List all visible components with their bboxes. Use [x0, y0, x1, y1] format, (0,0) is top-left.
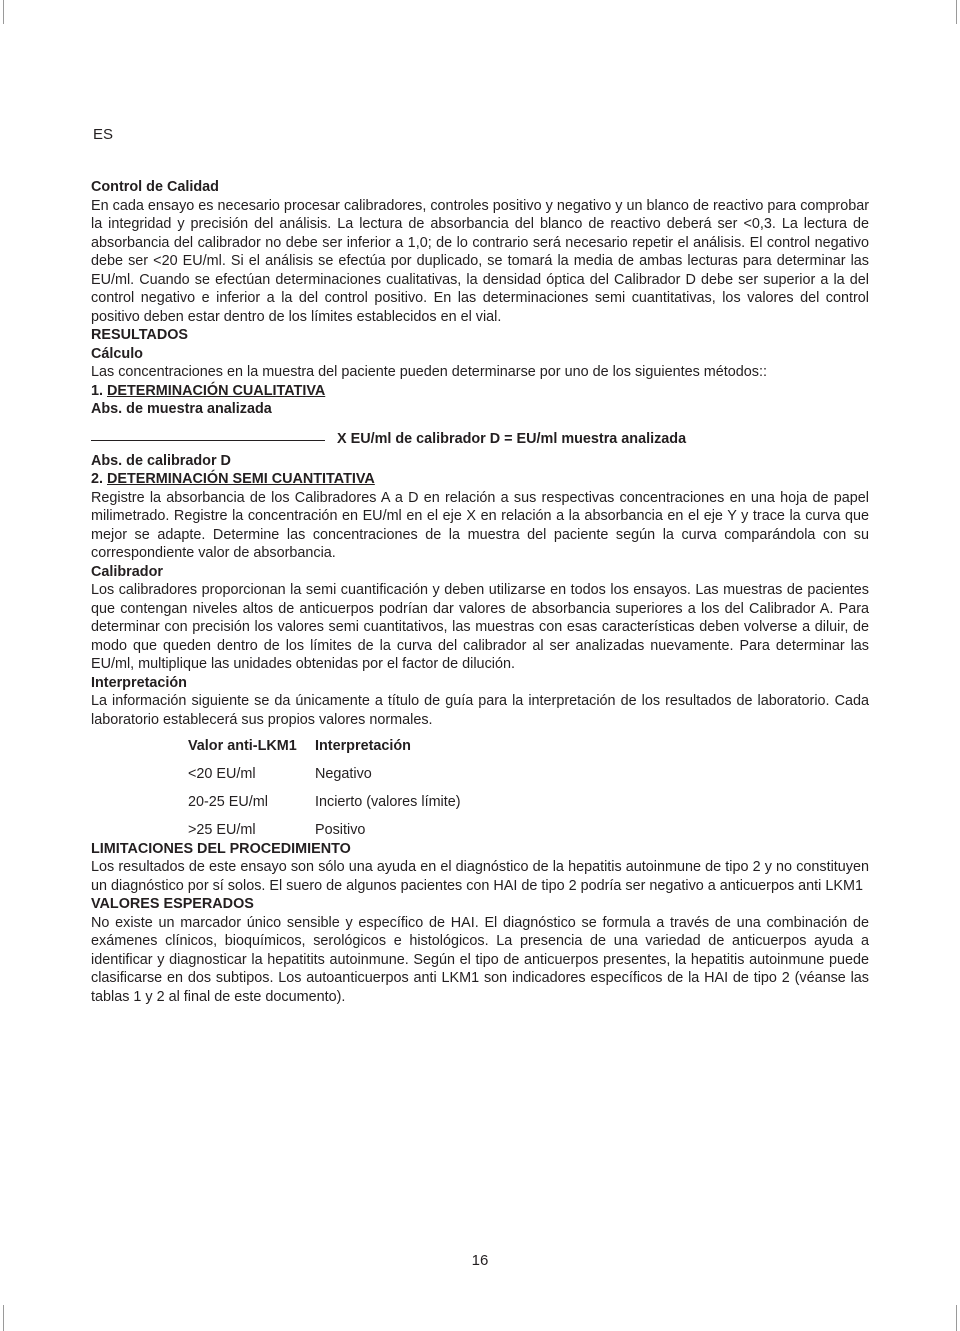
interpretation-paragraph: La información siguiente se da únicamente a título de guía para la interpretación de los resultados de laboratorio. Cada laboratorio establecerá sus propios valores normales.: [91, 693, 869, 728]
table-cell: 20-25 EU/ml: [188, 794, 268, 810]
table-header: Interpretación: [315, 738, 411, 754]
results-heading: RESULTADOS: [91, 327, 189, 343]
interpretation-heading: Interpretación: [91, 674, 187, 691]
method-2-heading: [91, 470, 869, 489]
table-cell: Positivo: [315, 822, 366, 838]
language-code: ES: [93, 126, 114, 143]
interpretation-table: [188, 737, 461, 840]
table-cell: <20 EU/ml: [188, 766, 256, 782]
crop-mark-top-right: [956, 0, 957, 24]
table-cell: >25 EU/ml: [188, 822, 256, 838]
table-cell: Incierto (valores límite): [315, 794, 461, 810]
method-2-number: 2.: [91, 471, 107, 487]
methods-intro: Las concentraciones en la muestra del paciente pueden determinarse por uno de los siguientes métodos::: [91, 364, 767, 380]
formula-denominator: Abs. de calibrador D: [91, 452, 231, 469]
crop-mark-bottom-left: [3, 1305, 4, 1331]
table-cell: Negativo: [315, 766, 372, 782]
table-header: Valor anti-LKM1: [188, 738, 297, 754]
quality-control-heading: Control de Calidad: [91, 179, 219, 195]
method-1-number: 1.: [91, 382, 107, 399]
calculation-heading: Cálculo: [91, 345, 143, 362]
crop-mark-bottom-right: [956, 1305, 957, 1331]
limitations-heading: LIMITACIONES DEL PROCEDIMIENTO: [91, 840, 351, 857]
table-row: [188, 821, 461, 840]
calibrator-heading: Calibrador: [91, 563, 163, 580]
table-header-row: [188, 737, 461, 765]
expected-values-paragraph: No existe un marcador único sensible y específico de HAI. El diagnóstico se formula a través de una combinación de exámenes clínicos, bioquímicos, serológicos e histológicos. La presencia de una variedad de anticuerpos ayuda a identificar y diagnosticar la hepatitits autoinmune. Según el tipo de anticuerpos presentes, la hepatitis autoinmune puede clasificarse en dos subtipos. Los autoanticuerpos anti LKM1 son indicadores específicos de la HAI de tipo 2 (véanse las tablas 1 y 2 al final de este documento).: [91, 914, 869, 1005]
formula-row: [91, 428, 869, 452]
fraction-line: [91, 440, 325, 441]
document-body: [91, 178, 869, 1006]
method-1-heading: [91, 382, 869, 401]
quality-control-paragraph: En cada ensayo es necesario procesar calibradores, controles positivo y negativo y un blanco de reactivo para comprobar la integridad y precisión del análisis. La lectura de absorbancia del blanco de reactivo deberá ser <0,3. La lectura de absorbancia del calibrador no debe ser inferior a 1,0; de lo contrario será necesario repetir el análisis. El control negativo debe ser <20 EU/ml. Si el análisis se efectúa por duplicado, se tomará la media de ambas lecturas para determinar las EU/ml. Cuando se efectúan determinaciones cualitativas, la densidad óptica del Calibrador D debe ser superior a la del control negativo e inferior a la del control positivo. En las determinaciones semi cuantitativas, los valores del control positivo deben estar dentro de los límites establecidos en el vial.: [91, 197, 869, 325]
method-2-paragraph: Registre la absorbancia de los Calibradores A a D en relación a sus respectivas concentraciones en una hoja de papel milimetrado. Registre la concentración en EU/ml en el eje X en relación a la absorbancia en el eje Y y trace la curva que mejor se adapte. Determine las concentraciones de la muestra del paciente según la curva comparándola con su correspondiente valor de absorbancia.: [91, 489, 869, 561]
method-2-title: DETERMINACIÓN SEMI CUANTITATIVA: [107, 471, 375, 487]
calibrator-paragraph: Los calibradores proporcionan la semi cuantificación y deben utilizarse en todos los ensayos. Las muestras de pacientes que contengan niveles altos de anticuerpos podrían dar valores de absorbancia superiores a los del Calibrador A. Para determinar con precisión los valores semi cuantitativos, las muestras con esas características deben volverse a diluir, de modo que queden dentro de los límites de la curva del calibrador al ser analizadas nuevamente. Para determinar las EU/ml, multiplique las unidades obtenidas por el factor de dilución.: [91, 582, 869, 672]
table-row: [188, 765, 461, 793]
crop-mark-top-left: [3, 0, 4, 24]
table-row: [188, 793, 461, 821]
formula-numerator: Abs. de muestra analizada: [91, 401, 272, 417]
expected-values-heading: VALORES ESPERADOS: [91, 896, 254, 912]
page-number: 16: [471, 1252, 489, 1269]
method-1-title: DETERMINACIÓN CUALITATIVA: [107, 382, 326, 399]
formula-text: X EU/ml de calibrador D = EU/ml muestra analizada: [337, 430, 687, 447]
limitations-paragraph: Los resultados de este ensayo son sólo una ayuda en el diagnóstico de la hepatitis autoinmune de tipo 2 y no constituyen un diagnóstico por sí solos. El suero de algunos pacientes con HAI de tipo 2 podría ser negativo a anticuerpos anti LKM1: [91, 859, 869, 894]
